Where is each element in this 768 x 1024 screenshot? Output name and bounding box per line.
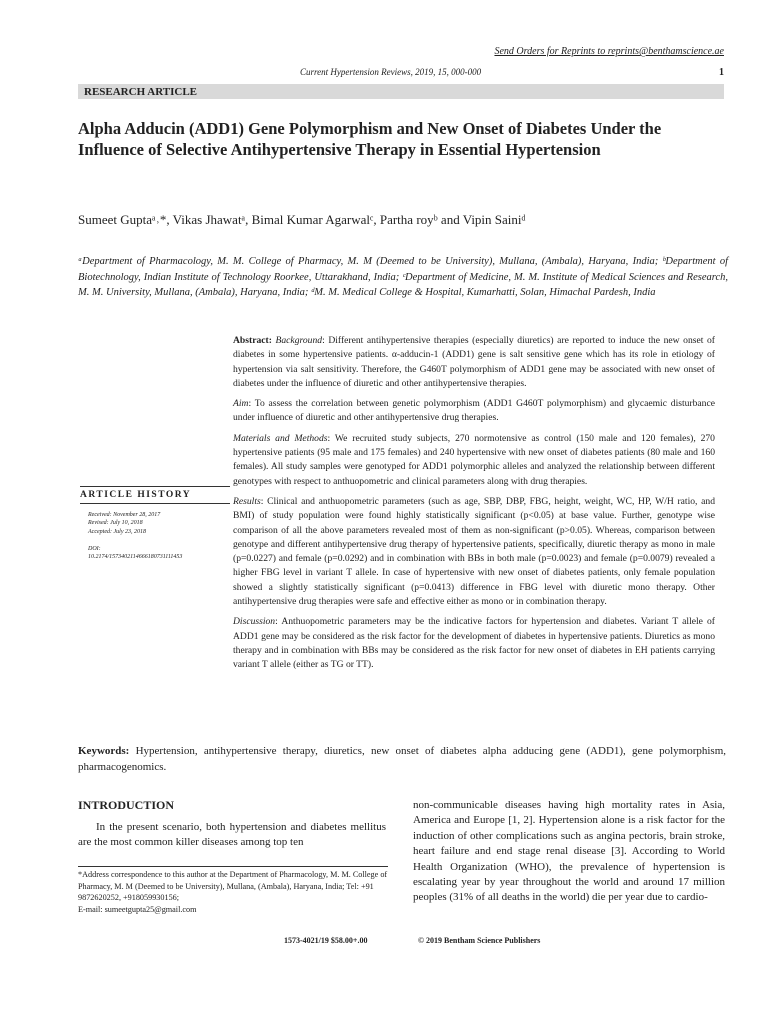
abstract-aim bbox=[233, 397, 715, 426]
issn-price: 1573-4021/19 $58.00+.00 bbox=[284, 936, 368, 945]
aim-text: : To assess the correlation between genetic polymorphism (ADD1 G460T polymorphism) and glycaemic disturbance under influence of diuretic and other antihypertensive drug therapies. bbox=[233, 398, 715, 424]
methods-text: : We recruited study subjects, 270 normotensive as control (150 male and 120 females), 270 hypertensive patients (95 male and 175 females) and 240 hypertensive with new onset of diabetes patients (80 male and 160 females). All study samples were genotyped for ADD1 polymorphic alleles and analyzed the relationship between different genotypes with respect to anthuopometric and clinical parameters along with drug therapies. bbox=[233, 432, 715, 487]
abstract-discussion bbox=[233, 615, 715, 672]
abstract-results bbox=[233, 495, 715, 609]
article-history-dates bbox=[88, 511, 228, 536]
revised-date: Revised: July 10, 2018 bbox=[88, 520, 143, 527]
article-title: Alpha Adducin (ADD1) Gene Polymorphism and New Onset of Diabetes Under the Influence of Selective Antihypertensive Therapy in Essential Hypertension bbox=[78, 119, 662, 159]
discussion-text: : Anthuopometric parameters may be the indicative factors for hypertension and diabetes. Variant T allele of ADD1 gene may be considered as the risk factor for the development of diabetes in hypertensive patients. Diuretics as mono therapy and in combination with BBs may be considered as the risk factor for new onset of diabetes in EH patients carrying variant T allele (either as TG or TT). bbox=[233, 616, 715, 671]
introduction-column-2: non-communicable diseases having high mortality rates in Asia, America and Europe [1, 2]. Hypertension alone is a risk factor for the induction of other complications such as angina pectoris, brain stroke, heart failure and end stage renal disease [3]. According to World Health Organization (WHO), the prevalence of hypertension is escalating year by year throughout the world and around 17 million peoples (31% of all deaths in the world) die per year due to cardio- bbox=[413, 799, 725, 904]
methods-label: Materials and Methods bbox=[233, 432, 328, 444]
keywords bbox=[78, 744, 726, 775]
accepted-date: Accepted: July 23, 2018 bbox=[88, 528, 146, 535]
introduction-heading: INTRODUCTION bbox=[78, 798, 175, 812]
affiliations: ᵃDepartment of Pharmacology, M. M. College of Pharmacy, M. M (Deemed to be University), Mullana, (Ambala), Haryana, India; ᵇDepartment of Biotechnology, Indian Institute of Technology Roorkee, Uttarakhand, India; ᶜDepartment of Medicine, M. M. Institute of Medical Sciences and Research, M. M. University, Mullana, (Ambala), Haryana, India; ᵈM. M. Medical College & Hospital, Kumarhatti, Solan, Himachal Pardesh, India bbox=[78, 256, 728, 298]
received-date: Received: November 28, 2017 bbox=[88, 512, 161, 518]
doi-link[interactable]: 10.2174/1573402114666180731111453 bbox=[88, 554, 183, 561]
journal-citation: Current Hypertension Reviews, 2019, 15, 000-000 bbox=[300, 67, 482, 77]
keywords-text: Hypertension, antihypertensive therapy, diuretics, new onset of diabetes alpha adducing gene (ADD1), gene polymorphism, pharmacogenomics. bbox=[78, 745, 726, 773]
correspondence-footnote bbox=[78, 866, 388, 915]
doi-label: DOI: bbox=[88, 546, 101, 552]
results-label: Results bbox=[233, 495, 261, 507]
author-list: Sumeet Guptaᵃ˒*, Vikas Jhawatᵃ, Bimal Kumar Agarwalᶜ, Partha royᵇ and Vipin Sainiᵈ bbox=[78, 212, 526, 227]
footnote-email[interactable]: E-mail: sumeetgupta25@gmail.com bbox=[78, 904, 197, 914]
abstract-methods bbox=[233, 432, 715, 489]
introduction-column-1: In the present scenario, both hypertension and diabetes mellitus are the most common killer diseases among top ten bbox=[78, 821, 386, 849]
abstract-background bbox=[233, 334, 715, 391]
doi-block bbox=[88, 545, 228, 562]
abstract-label: Abstract: bbox=[233, 335, 272, 346]
article-history-heading: ARTICLE HISTORY bbox=[80, 486, 230, 504]
abstract-block bbox=[233, 334, 715, 679]
results-text: : Clinical and anthuopometric parameters (such as age, SBP, DBP, FBG, height, weight, WC, HP, W/H ratio, and BMI) of study population were found highly statistically significant (p<0.05) at base value. Further, genotype wise comparison of all the above parameters revealed most of them as non-significant (p>0.05). Whereas, comparison between genotype and different antihypertensive drug therapy of hypertensive patients, specifically, diuretic therapy as mono in male (p=0.0227) and female (p=0.0292) and in combination with BBs in both male (p=0.0023) and female (p=0.0079) revealed a higher FBG level in variant T allele. In case of hypertensive with new onset of diabetes patients, only female population showed a slightly statistically significant (p=0.0413) difference in FBG level with diuretic mono therapy. Other antihypertensive drug therapies were safe and effective either as mono or in combination therapy. bbox=[233, 495, 715, 608]
section-band bbox=[78, 84, 724, 99]
copyright: © 2019 Bentham Science Publishers bbox=[418, 936, 541, 945]
background-text: : Different antihypertensive therapies (especially diuretics) are reported to induce the new onset of diabetes in some hypertensive patients. α-adducin-1 (ADD1) gene is salt sensitive gene which has its role in etiology of hypertension via salt sensitivity. Therefore, the G460T polymorphism of ADD1 gene may be associated with new onset of diabetes under the influence of diuretic and other antihypertensive therapies. bbox=[233, 335, 715, 389]
background-label: Background bbox=[275, 335, 323, 346]
reprints-notice: Send Orders for Reprints to reprints@benthamscience.ae bbox=[494, 46, 724, 57]
section-label: RESEARCH ARTICLE bbox=[84, 86, 198, 98]
footnote-address: *Address correspondence to this author at the Department of Pharmacology, M. M. College of Pharmacy, M. M (Deemed to be University), Mullana, (Ambala), Haryana, India; Tel: +91 9872620252, +918059930156; bbox=[78, 870, 388, 902]
aim-label: Aim bbox=[233, 398, 249, 410]
page-number: 1 bbox=[719, 67, 724, 78]
keywords-label: Keywords: bbox=[78, 745, 130, 757]
discussion-label: Discussion bbox=[233, 616, 276, 628]
